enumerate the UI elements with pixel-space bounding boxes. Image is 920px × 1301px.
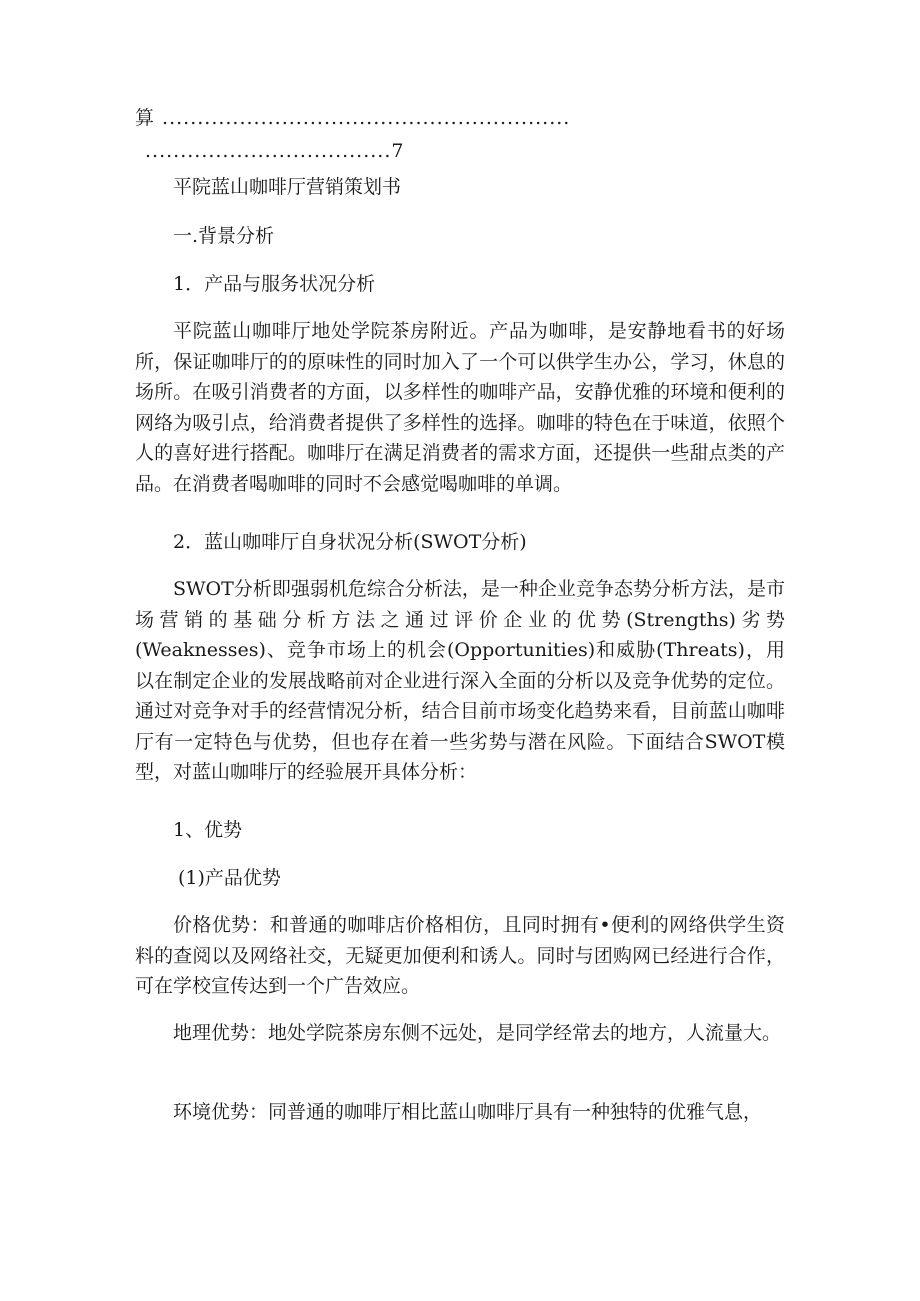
toc-entry-line-2: ...................................7: [145, 140, 405, 162]
document-title: 平院蓝山咖啡厅营销策划书: [173, 176, 402, 198]
toc-entry-line-1: 算 ..........................................................: [135, 107, 571, 129]
paragraph-geographic-advantage: 地理优势：地处学院茶房东侧不远处，是同学经常去的地方，人流量大。: [173, 1022, 782, 1044]
paragraph-environment-advantage: 环境优势：同普通的咖啡厅相比蓝山咖啡厅具有一种独特的优雅气息，: [173, 1101, 763, 1123]
subsection-heading-product-service: 1．产品与服务状况分析: [173, 273, 376, 295]
paragraph-product-service: 平院蓝山咖啡厅地处学院茶房附近。产品为咖啡，是安静地看书的好场所，保证咖啡厅的的原味性的同时加入了一个可以供学生办公，学习，休息的场所。在吸引消费者的方面，以多样性的咖啡产品，安静优雅的环境和便利的网络为吸引点，给消费者提供了多样性的选择。咖啡的特色在于味道，依照个人的喜好进行搭配。咖啡厅在满足消费者的需求方面，还提供一些甜点类的产品。在消费者喝咖啡的同时不会感觉喝咖啡的单调。: [135, 320, 785, 495]
heading-product-advantage: (1)产品优势: [178, 867, 281, 889]
paragraph-price-advantage: 价格优势：和普通的咖啡店价格相仿，且同时拥有•便利的网络供学生资料的查阅以及网络社交，无疑更加便利和诱人。同时与团购网已经进行合作，可在学校宣传达到一个广告效应。: [135, 914, 785, 997]
section-heading-background: 一.背景分析: [173, 225, 275, 247]
paragraph-swot: SWOT分析即强弱机危综合分析法，是一种企业竞争态势分析方法，是市场营销的基础分析方法之通过评价企业的优势(Strengths)劣势(Weaknesses)、竞争市场上的机会(Opportunities)和威胁(Threats)，用以在制定企业的发展战略前对企业进行深入全面的分析以及竞争优势的定位。通过对竞争对手的经营情况分析，结合目前市场变化趋势来看，目前蓝山咖啡厅有一定特色与优势，但也存在着一些劣势与潜在风险。下面结合SWOT模型，对蓝山咖啡厅的经验展开具体分析：: [135, 578, 785, 783]
subsection-heading-swot: 2．蓝山咖啡厅自身状况分析(SWOT分析): [173, 531, 527, 553]
heading-advantages: 1、优势: [173, 819, 243, 841]
